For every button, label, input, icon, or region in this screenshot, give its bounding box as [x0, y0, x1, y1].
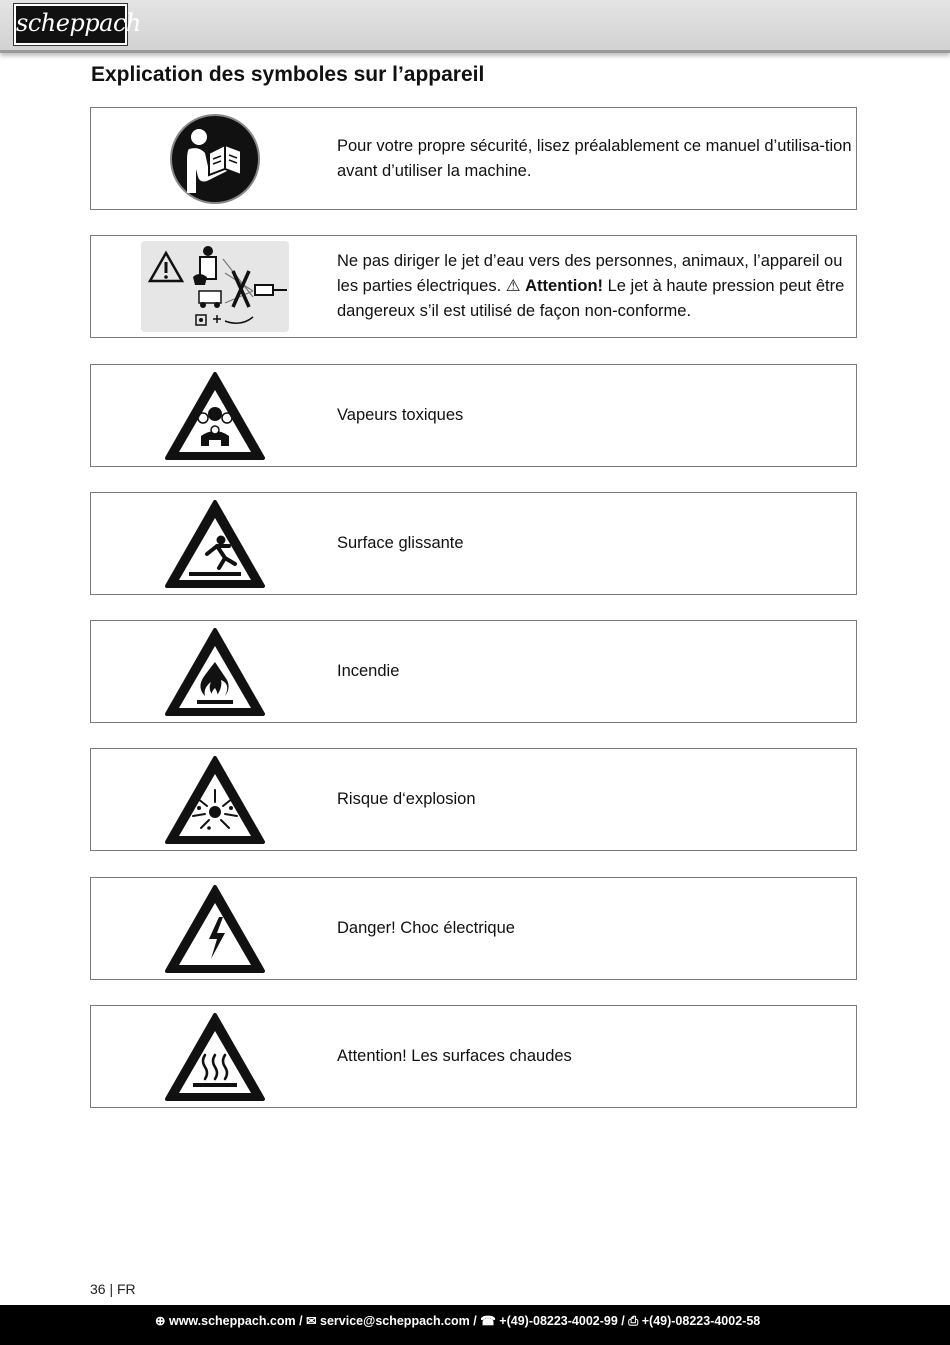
symbol-description: Surface glissante [337, 534, 464, 552]
symbol-description: Vapeurs toxiques [337, 406, 464, 424]
globe-icon: ⊕ [155, 1314, 166, 1328]
language-code: FR [117, 1281, 136, 1297]
electric-shock-warning-icon [161, 878, 269, 979]
contact-line: ⊕ www.scheppach.com / ✉ service@scheppach.com / ☎ +(49)-08223-4002-99 / ⎙ +(49)-08223-4002-58 [155, 1314, 761, 1328]
symbol-row-no-spray [90, 235, 857, 338]
footer-phone: +(49)-08223-4002-99 [499, 1314, 618, 1328]
symbol-row-hot-surface [90, 1005, 857, 1108]
symbol-description: Pour votre propre sécurité, lisez préalablement ce manuel d’utilisa-tion avant d’utiliser la machine. [337, 136, 852, 180]
phone-icon: ☎ [480, 1314, 496, 1328]
description-part-1: Ne pas diriger le jet d’eau vers des personnes, animaux, l’appareil ou les parties électriques. ⚠ [337, 252, 843, 295]
symbol-row-read-manual [90, 107, 857, 210]
symbol-row-toxic-fumes [90, 364, 857, 467]
mail-icon: ✉ [306, 1314, 317, 1328]
symbol-row-fire [90, 620, 857, 723]
header-bar [0, 0, 950, 53]
no-spray-people-animals-icon [141, 236, 289, 337]
slippery-surface-warning-icon [161, 493, 269, 594]
page-number-value: 36 [90, 1281, 106, 1297]
symbol-row-slippery [90, 492, 857, 595]
page-title: Explication des symboles sur l’appareil [91, 63, 485, 86]
symbol-description [337, 249, 852, 324]
fax-icon: ⎙ [628, 1314, 639, 1328]
hot-surface-warning-icon [161, 1006, 269, 1107]
symbol-row-explosion [90, 748, 857, 851]
symbol-description: Attention! Les surfaces chaudes [337, 1047, 572, 1065]
read-manual-icon [161, 108, 269, 209]
symbol-description: Incendie [337, 662, 400, 680]
footer-fax: +(49)-08223-4002-58 [641, 1314, 761, 1328]
symbol-description: Risque d‘explosion [337, 790, 476, 808]
fire-warning-icon [161, 621, 269, 722]
page-number: 36 | FR [90, 1281, 136, 1297]
footer-bar [0, 1305, 950, 1345]
logo-text: scheppach [16, 9, 141, 37]
scheppach-logo [14, 4, 141, 45]
symbol-row-electric-shock [90, 877, 857, 980]
explosion-warning-icon [161, 749, 269, 850]
footer-web-link[interactable]: www.scheppach.com [168, 1314, 296, 1328]
symbol-description: Danger! Choc électrique [337, 919, 515, 937]
description-part-2: Le jet à haute pression peut être dangereux s’il est utilisé de façon non-conforme. [337, 277, 845, 320]
toxic-fumes-warning-icon [161, 365, 269, 466]
attention-label: Attention! [525, 277, 604, 295]
footer-email-link[interactable]: service@scheppach.com [320, 1314, 470, 1328]
